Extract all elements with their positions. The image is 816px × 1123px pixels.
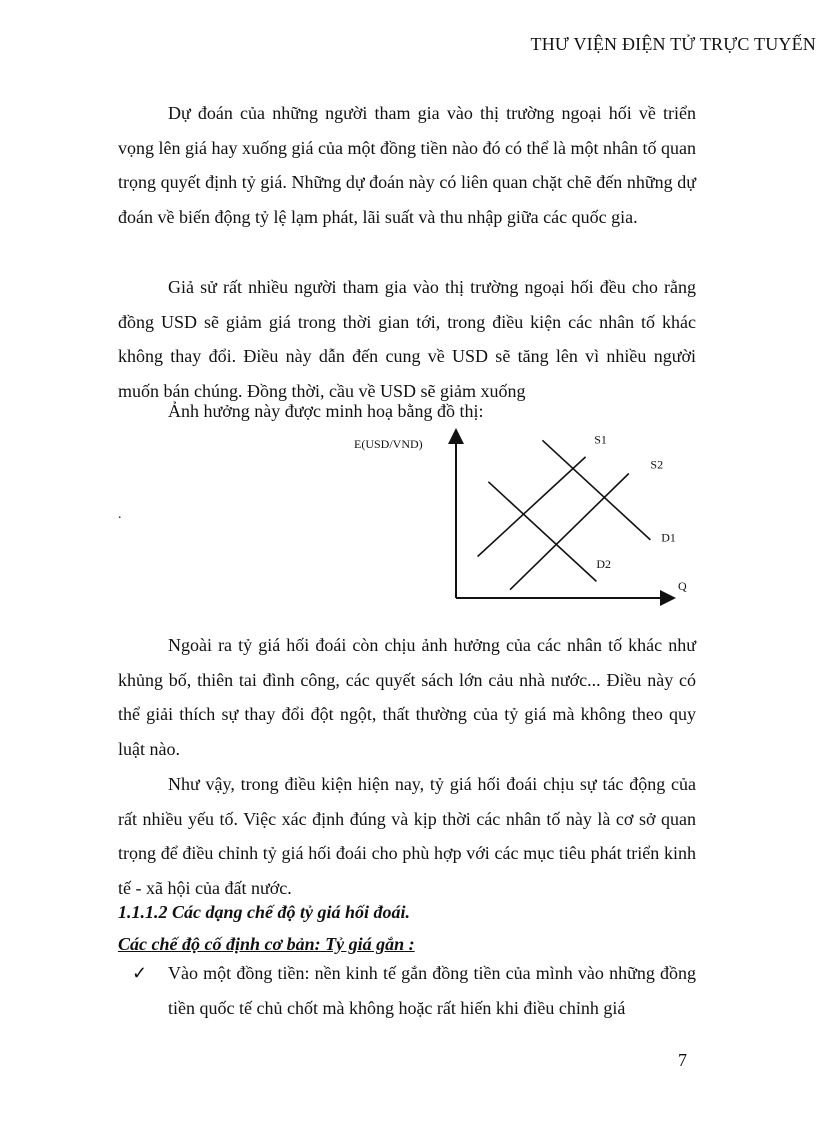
curve-label-s2: S2 <box>650 457 664 472</box>
page-number: 7 <box>678 1050 687 1070</box>
checkmark-icon: ✓ <box>132 963 148 983</box>
sub-heading: Các chế độ cố định cơ bản: Tỷ giá gắn : <box>118 934 415 954</box>
y-axis-label: E(USD/VND) <box>354 437 423 451</box>
supply-demand-chart <box>340 420 700 610</box>
curve-s2 <box>510 474 629 590</box>
paragraph-exchange-expectations: Dự đoán của những người tham gia vào thị trường ngoại hối về triển vọng lên giá hay xuống giá của một đồng tiền nào đó có thể là một nhân tố quan trọng quyết định tỷ giá. Những dự đoán này có liên quan chặt chẽ đến những dự đoán về biến động tỷ lệ lạm phát, lãi suất và thu nhập giữa các quốc gia. <box>118 103 696 228</box>
stray-dot: . <box>118 507 122 522</box>
paragraph-chart-intro: Ảnh hưởng này được minh hoạ bằng đồ thị: <box>168 401 484 421</box>
x-axis-label: Q <box>678 579 687 593</box>
bullet-item <box>118 956 696 1025</box>
curve-label-s1: S1 <box>594 432 607 447</box>
section-heading: 1.1.1.2 Các dạng chế độ tỷ giá hối đoái. <box>118 902 410 922</box>
curve-label-d1: D1 <box>661 530 676 545</box>
curve-d1 <box>542 440 650 540</box>
curve-label-d2: D2 <box>596 557 612 572</box>
curve-s1 <box>478 457 586 557</box>
paragraph-usd-scenario: Giả sử rất nhiều người tham gia vào thị trường ngoại hối đều cho rằng đồng USD sẽ giảm giá trong thời gian tới, trong điều kiện các nhân tố khác không thay đổi. Điều này dẫn đến cung về USD sẽ tăng lên vì nhiều người muốn bán chúng. Đồng thời, cầu về USD sẽ giảm xuống <box>118 277 696 402</box>
paragraph-conclusion: Như vậy, trong điều kiện hiện nay, tỷ giá hối đoái chịu sự tác động của rất nhiều yếu tố. Việc xác định đúng và kịp thời các nhân tố này là cơ sở quan trọng để điều chỉnh tỷ giá hối đoái cho phù hợp với các mục tiêu phát triển kinh tế - xã hội của đất nước. <box>118 774 696 899</box>
bullet-text: Vào một đồng tiền: nền kinh tế gắn đồng tiền của mình vào những đồng tiền quốc tế chủ chốt mà không hoặc rất hiến khi điều chỉnh giá <box>168 963 696 1018</box>
paragraph-other-factors: Ngoài ra tỷ giá hối đoái còn chịu ảnh hưởng của các nhân tố khác như khủng bố, thiên tai đình công, các quyết sách lớn cảu nhà nước... Điều này có thể giải thích sự thay đổi đột ngột, thất thường của tỷ giá mà không theo quy luật nào. <box>118 635 696 760</box>
page-header-title: THƯ VIỆN ĐIỆN TỬ TRỰC TUYẾN <box>530 34 816 54</box>
